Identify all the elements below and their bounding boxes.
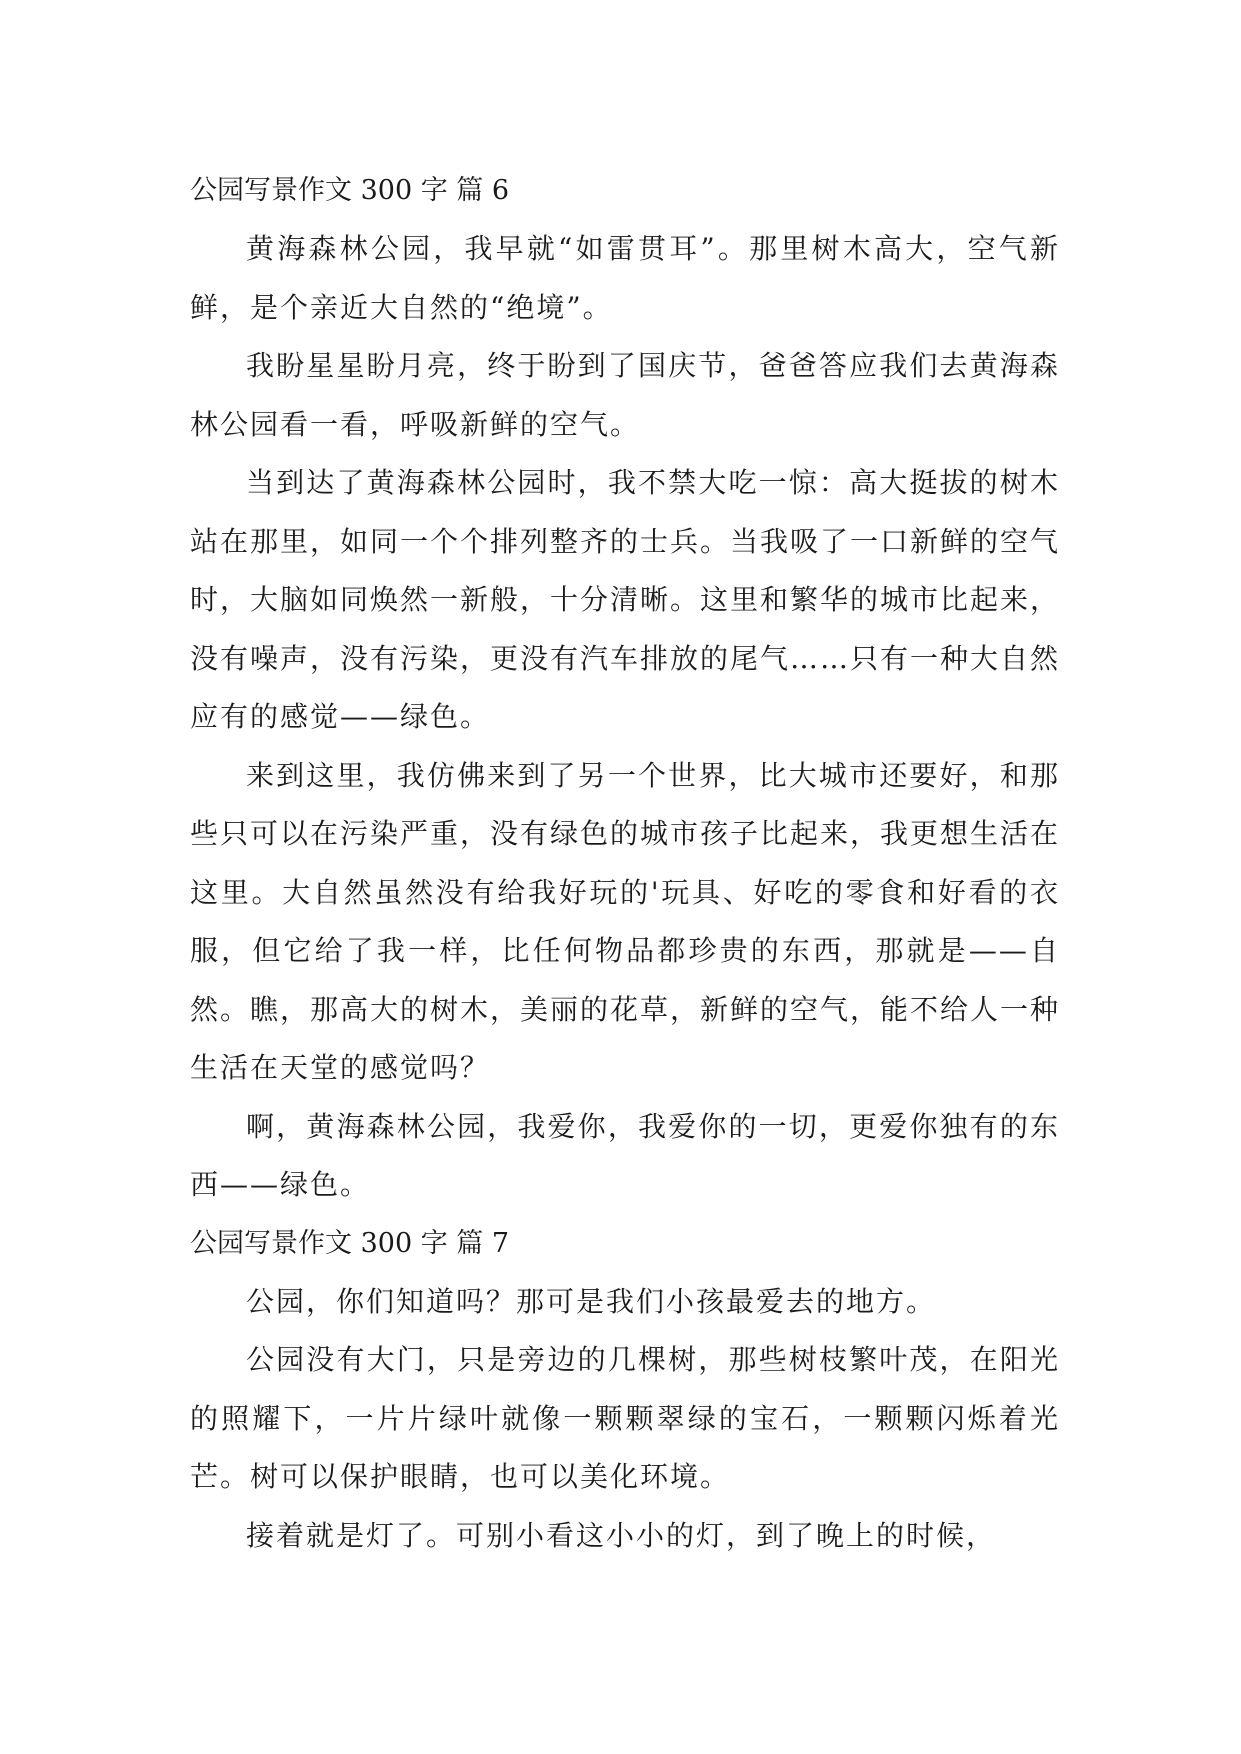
- paragraph: 啊，黄海森林公园，我爱你，我爱你的一切，更爱你独有的东西——绿色。: [190, 1109, 1060, 1201]
- paragraph: 来到这里，我仿佛来到了另一个世界，比大城市还要好，和那些只可以在污染严重，没有绿色的城市孩子比起来，我更想生活在这里。大自然虽然没有给我好玩的'玩具、好吃的零食和好看的衣服，但它给了我一样，比任何物品都珍贵的东西，那就是——自然。瞧，那高大的树木，美丽的花草，新鲜的空气，能不给人一种生活在天堂的感觉吗？: [190, 758, 1061, 1084]
- section-heading-6: 公园写景作文 300 字 篇 6: [190, 175, 510, 206]
- paragraph: 公园，你们知道吗？那可是我们小孩最爱去的地方。: [246, 1284, 937, 1318]
- paragraph: 我盼星星盼月亮，终于盼到了国庆节，爸爸答应我们去黄海森林公园看一看，呼吸新鲜的空气。: [190, 349, 1060, 441]
- paragraph: 公园没有大门，只是旁边的几棵树，那些树枝繁叶茂，在阳光的照耀下，一片片绿叶就像一颗颗翠绿的宝石，一颗颗闪烁着光芒。树可以保护眼睛，也可以美化环境。: [190, 1343, 1060, 1493]
- section-heading-7: 公园写景作文 300 字 篇 7: [190, 1227, 510, 1259]
- paragraph: 当到达了黄海森林公园时，我不禁大吃一惊：高大挺拔的树木站在那里，如同一个个排列整齐的士兵。当我吸了一口新鲜的空气时，大脑如同焕然一新般，十分清晰。这里和繁华的城市比起来，没有噪声，没有污染，更没有汽车排放的尾气……只有一种大自然应有的感觉——绿色。: [190, 466, 1061, 733]
- document-body: [190, 162, 1060, 1565]
- paragraph: 黄海森林公园，我早就“如雷贯耳”。那里树木高大，空气新鲜，是个亲近大自然的“绝境”。: [190, 232, 1060, 324]
- paragraph: 接着就是灯了。可别小看这小小的灯，到了晚上的时候，: [246, 1518, 997, 1552]
